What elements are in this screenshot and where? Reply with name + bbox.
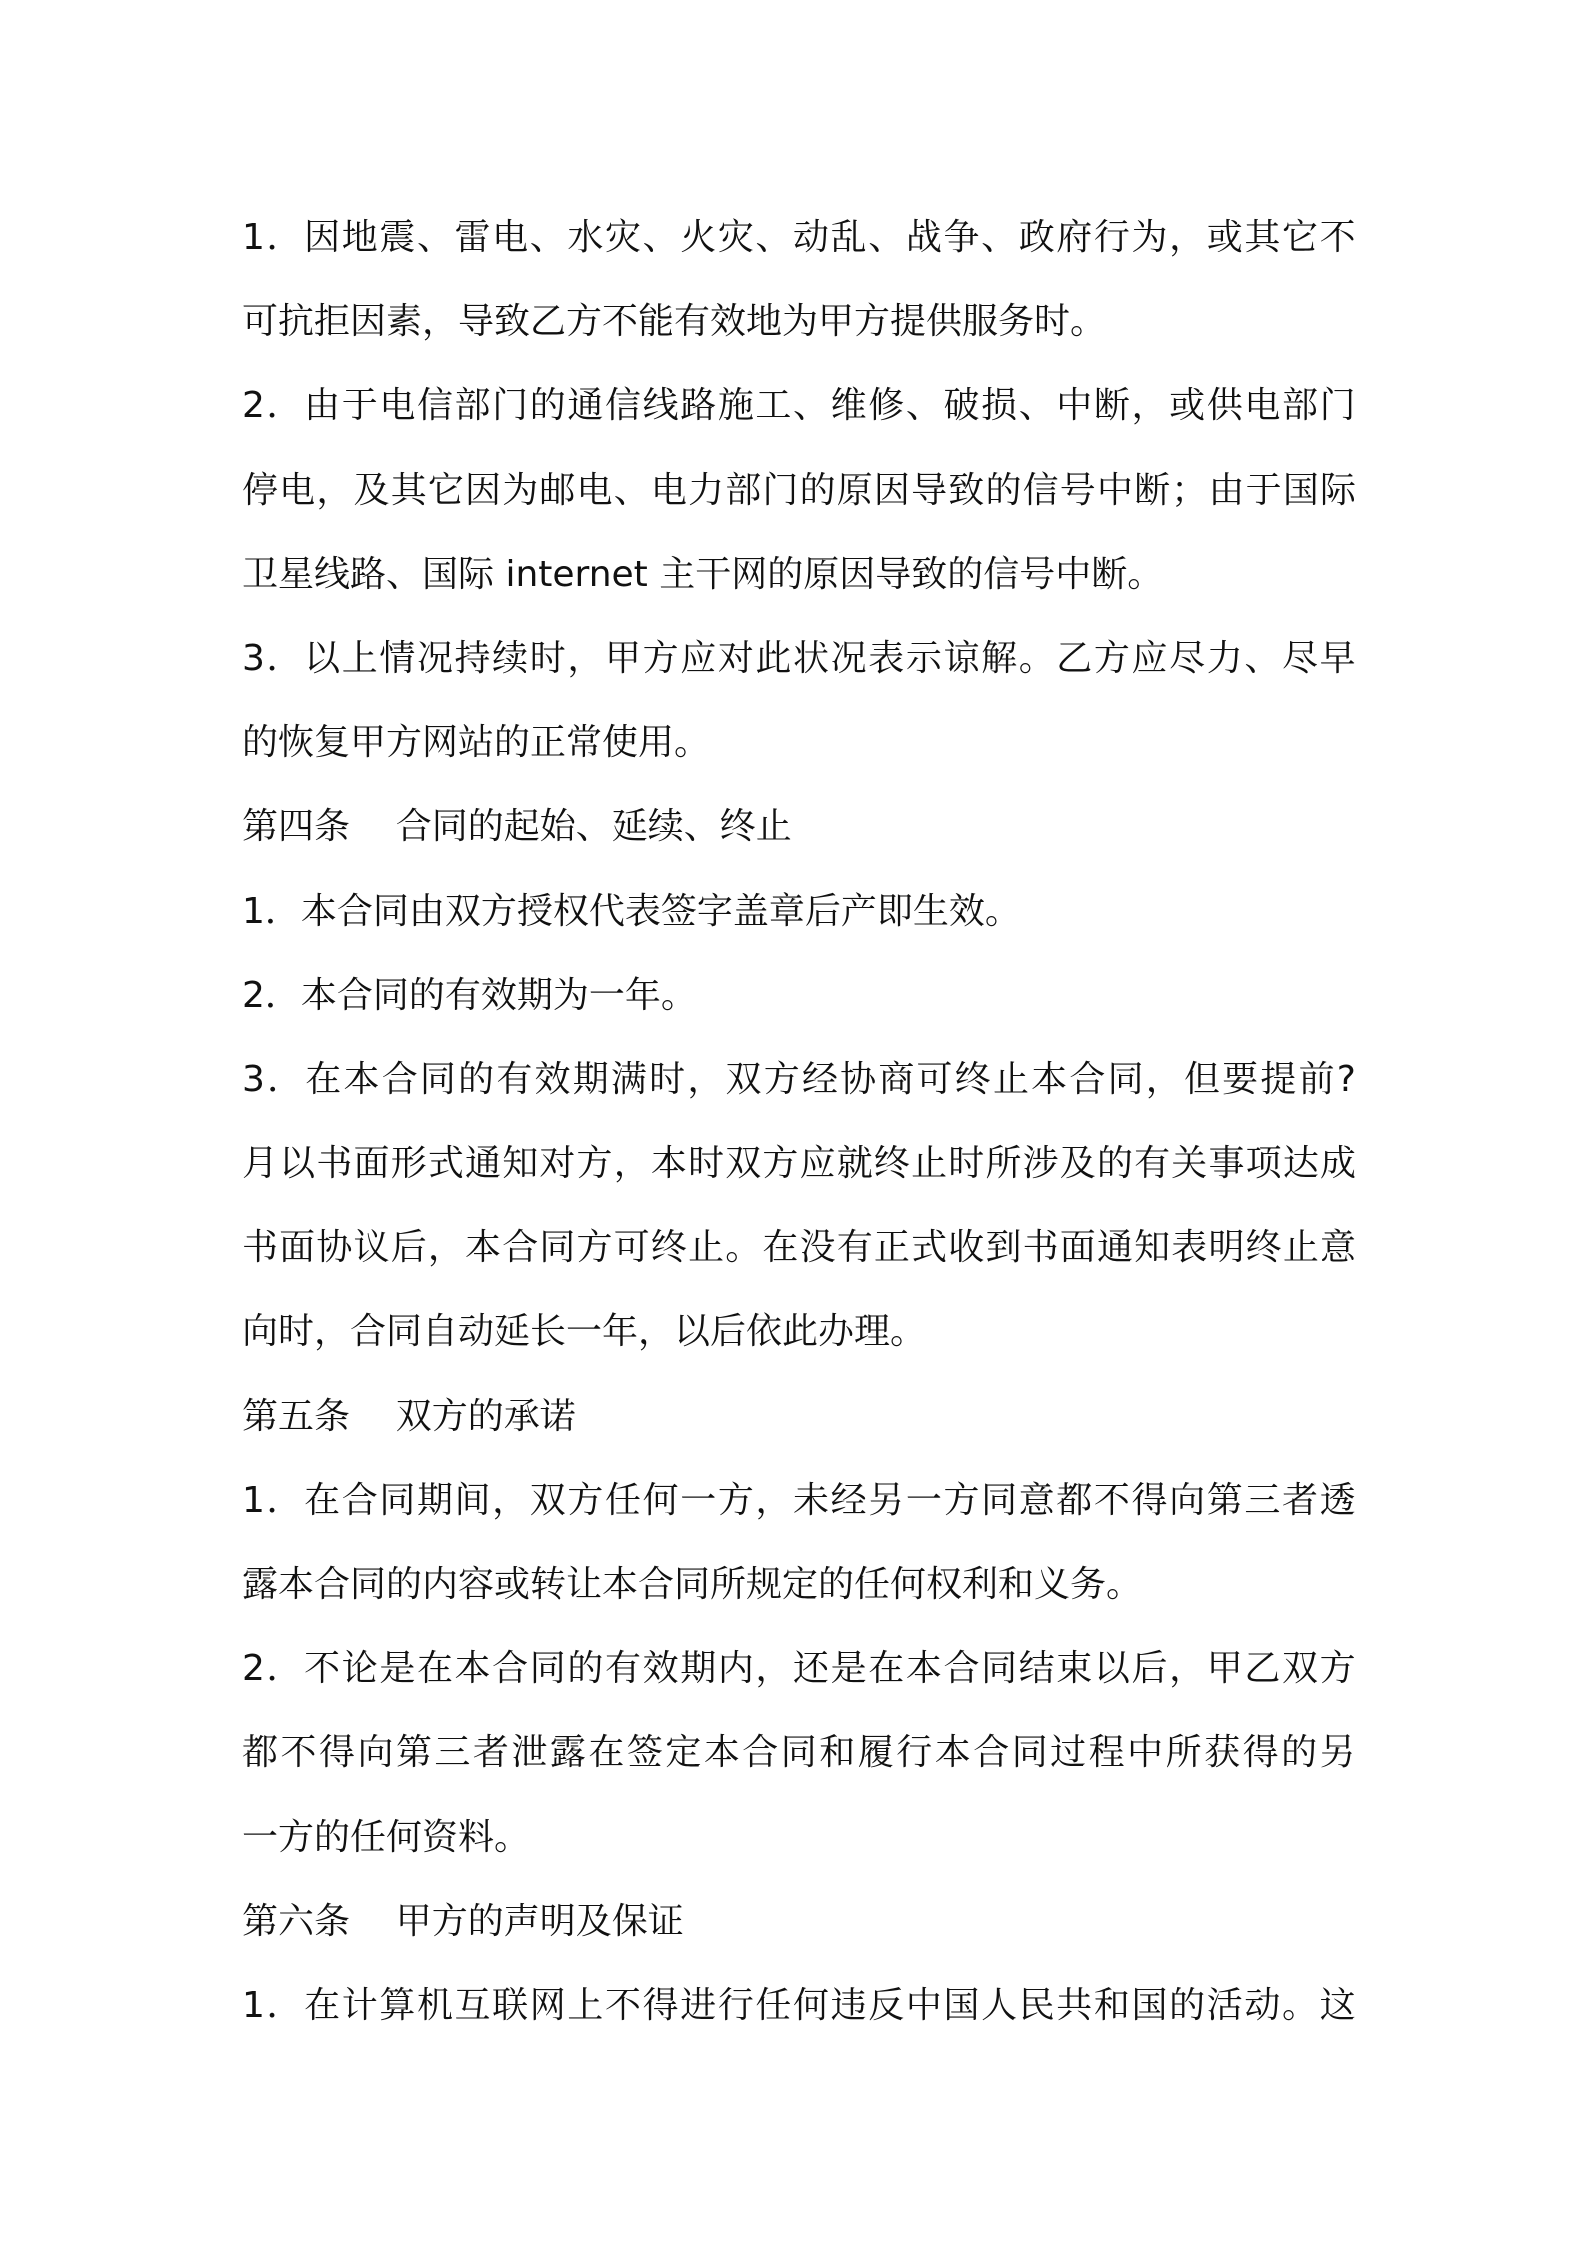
body-line: 2 ． 不 论 是 在 本 合 同 的 有 效 期 内 ， 还 是 在 本 合 同 结 束 以 后 ， 甲 乙 双 方	[242, 1648, 1356, 1690]
body-line: 一方的任何资料。	[242, 1816, 531, 1858]
body-line: 1．本合同由双方授权代表签字盖章后产即生效。	[242, 890, 1021, 932]
body-line: 1 ． 在 计 算 机 互 联 网 上 不 得 进 行 任 何 违 反 中 国 人 民 共 和 国 的 活 动 。 这	[242, 1984, 1356, 2026]
body-line: 的恢复甲方网站的正常使用。	[242, 722, 711, 764]
body-line: 2 ． 由 于 电 信 部 门 的 通 信 线 路 施 工 、 维 修 、 破 损 、 中 断 ， 或 供 电 部 门	[242, 385, 1356, 427]
body-line: 3 ． 以 上 情 况 持 续 时 ， 甲 方 应 对 此 状 况 表 示 谅 解 。 乙 方 应 尽 力 、 尽 早	[242, 637, 1356, 679]
document-page	[242, 196, 1356, 2048]
body-line: 可抗拒因素，导致乙方不能有效地为甲方提供服务时。	[242, 301, 1107, 343]
body-line: 2．本合同的有效期为一年。	[242, 974, 697, 1016]
body-line: 露本合同的内容或转让本合同所规定的任何权利和义务。	[242, 1564, 1143, 1605]
article-heading: 第五条 双方的承诺	[242, 1395, 576, 1437]
article-heading: 第六条 甲方的声明及保证	[242, 1900, 684, 1942]
body-line: 1 ． 在 合 同 期 间 ， 双 方 任 何 一 方 ， 未 经 另 一 方 同 意 都 不 得 向 第 三 者 透	[242, 1479, 1356, 1521]
article-heading: 第四条 合同的起始、延续、终止	[242, 806, 792, 848]
body-line: 向时，合同自动延长一年，以后依此办理。	[242, 1311, 927, 1353]
body-line: 卫星线路、国际 internet 主干网的原因导致的信号中断。	[242, 553, 1164, 595]
body-line: 月 以 书 面 形 式 通 知 对 方 ， 本 时 双 方 应 就 终 止 时 所 涉 及 的 有 关 事 项 达 成	[242, 1143, 1356, 1185]
body-line: 1 ． 因 地 震 、 雷 电 、 水 灾 、 火 灾 、 动 乱 、 战 争 、 政 府 行 为 ， 或 其 它 不	[242, 217, 1356, 258]
body-line: 停 电 ， 及 其 它 因 为 邮 电 、 电 力 部 门 的 原 因 导 致 的 信 号 中 断 ； 由 于 国 际	[242, 469, 1356, 511]
body-line: 书 面 协 议 后 ， 本 合 同 方 可 终 止 。 在 没 有 正 式 收 到 书 面 通 知 表 明 终 止 意	[242, 1227, 1356, 1269]
body-line: 都 不 得 向 第 三 者 泄 露 在 签 定 本 合 同 和 履 行 本 合 同 过 程 中 所 获 得 的 另	[242, 1732, 1356, 1774]
body-line: 3 ． 在 本 合 同 的 有 效 期 满 时 ， 双 方 经 协 商 可 终 止 本 合 同 ， 但 要 提 前 ?	[242, 1058, 1356, 1100]
